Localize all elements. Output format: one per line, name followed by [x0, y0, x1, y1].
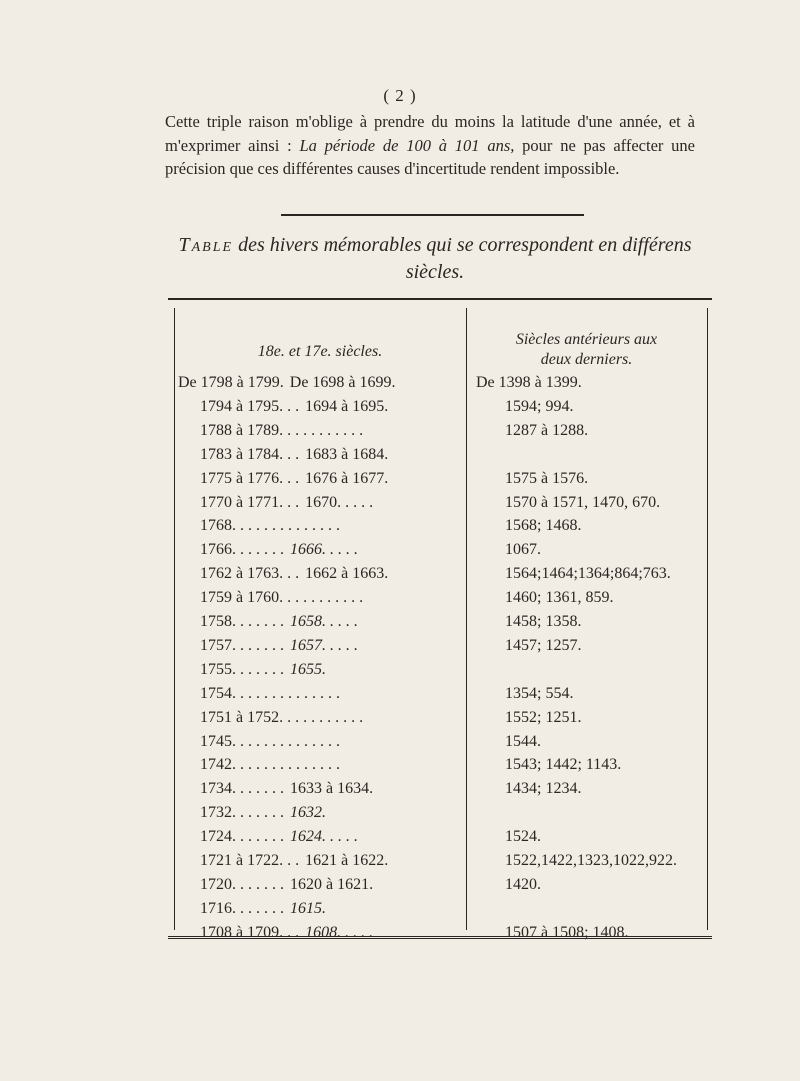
cell-18-17-centuries [200, 921, 462, 945]
cell-18-17-centuries [200, 682, 462, 706]
table-row [0, 443, 800, 467]
separator-rule [281, 214, 584, 216]
cell-17th-century: 1657. . . . . [290, 636, 358, 654]
cell-18-17-centuries [200, 658, 462, 682]
table-row [0, 634, 800, 658]
cell-17th-century: 1670. . . . . [305, 493, 374, 511]
table-title-rest: des hivers mémorables qui se correspondent en différens siècles. [233, 234, 692, 283]
column-header-18-17-centuries: 18e. et 17e. siècles. [257, 343, 383, 360]
cell-18-17-centuries [200, 777, 462, 801]
cell-18-17-centuries [200, 634, 462, 658]
cell-earlier-centuries: 1524. [505, 828, 541, 846]
table-row [0, 825, 800, 849]
intro-text-start: Cette triple raison m'oblige à prendre du moins la latitude d'une année, et à m'exprimer ainsi : [165, 112, 695, 155]
cell-18-17-centuries [200, 753, 462, 777]
cell-18th-century: 1742. . . . . . . . . . . . . . [200, 756, 340, 774]
cell-18th-century: 1724. . . . . . . [200, 828, 284, 846]
intro-text-end: pour ne pas affecter une précision que ces différentes causes d'incertitude rendent impossible. [165, 135, 695, 178]
table-row [0, 467, 800, 491]
cell-17th-century: 1676 à 1677. [305, 469, 389, 487]
cell-18th-century: De 1798 à 1799. [178, 374, 284, 391]
cell-17th-century: 1662 à 1663. [305, 565, 389, 583]
table-row [0, 419, 800, 443]
cell-18th-century: 1757. . . . . . . [200, 636, 284, 654]
cell-18-17-centuries [200, 514, 462, 538]
table-row [0, 562, 800, 586]
table-row [0, 371, 800, 395]
cell-earlier-centuries: 1543; 1442; 1143. [505, 756, 622, 774]
table-row [0, 753, 800, 777]
cell-earlier-centuries: 1460; 1361, 859. [505, 589, 614, 607]
cell-18-17-centuries [200, 419, 462, 443]
cell-18th-century: 1754. . . . . . . . . . . . . . [200, 684, 340, 702]
table-row [0, 514, 800, 538]
table-row [0, 849, 800, 873]
cell-18th-century: 1751 à 1752. . . . . . . . . . . [200, 708, 364, 726]
cell-18-17-centuries [200, 825, 462, 849]
cell-18-17-centuries [200, 491, 462, 515]
cell-18-17-centuries [200, 706, 462, 730]
cell-18th-century: 1775 à 1776. . . [200, 469, 300, 487]
intro-paragraph [165, 110, 695, 181]
table-row [0, 897, 800, 921]
cell-18th-century: 1770 à 1771. . . [200, 493, 300, 511]
table-row [0, 921, 800, 945]
cell-18th-century: 1745. . . . . . . . . . . . . . [200, 732, 340, 750]
cell-earlier-centuries: 1420. [505, 875, 541, 893]
cell-18-17-centuries [200, 443, 462, 467]
cell-18th-century: 1732. . . . . . . [200, 804, 284, 822]
table-row [0, 873, 800, 897]
cell-17th-century: 1655. [290, 660, 326, 678]
cell-18-17-centuries [200, 586, 462, 610]
table-title-first-word: Table [178, 234, 234, 256]
cell-18-17-centuries [200, 730, 462, 754]
cell-earlier-centuries: 1544. [505, 732, 541, 750]
cell-18th-century: 1716. . . . . . . [200, 899, 284, 917]
cell-earlier-centuries: 1522,1422,1323,1022,922. [505, 852, 677, 869]
cell-earlier-centuries: 1570 à 1571, 1470, 670. [505, 493, 661, 511]
cell-earlier-centuries: 1457; 1257. [505, 636, 582, 654]
cell-18-17-centuries [200, 562, 462, 586]
cell-18th-century: 1734. . . . . . . [200, 780, 284, 798]
cell-18th-century: 1755. . . . . . . [200, 660, 284, 678]
cell-17th-century: 1615. [290, 899, 326, 917]
table-row [0, 777, 800, 801]
cell-earlier-centuries: 1067. [505, 541, 541, 559]
cell-18-17-centuries [178, 371, 440, 395]
cell-earlier-centuries: 1434; 1234. [505, 780, 582, 798]
cell-17th-century: 1683 à 1684. [305, 445, 389, 463]
cell-17th-century: 1608. . . . . [305, 923, 374, 941]
column-header-earlier-line2: deux derniers. [540, 351, 633, 368]
cell-earlier-centuries: 1594; 994. [505, 397, 574, 415]
cell-18-17-centuries [200, 849, 462, 873]
cell-18th-century: 1758. . . . . . . [200, 613, 284, 630]
table-title [165, 232, 705, 286]
cell-17th-century: 1666. . . . . [290, 541, 358, 559]
table-row [0, 395, 800, 419]
cell-18th-century: 1766. . . . . . . [200, 541, 284, 559]
table-row [0, 801, 800, 825]
cell-18th-century: 1794 à 1795. . . [200, 397, 300, 415]
table-row [0, 491, 800, 515]
table-row [0, 682, 800, 706]
cell-18th-century: 1708 à 1709. . . [200, 923, 300, 941]
cell-earlier-centuries: 1287 à 1288. [505, 421, 589, 439]
cell-18-17-centuries [200, 610, 462, 634]
cell-18-17-centuries [200, 538, 462, 562]
cell-earlier-centuries: 1564;1464;1364;864;763. [505, 565, 671, 583]
intro-text-italic: La période de 100 à 101 ans, [299, 135, 515, 155]
cell-18th-century: 1768. . . . . . . . . . . . . . [200, 517, 340, 535]
cell-17th-century: 1620 à 1621. [290, 875, 374, 893]
table-row [0, 538, 800, 562]
table-row [0, 586, 800, 610]
cell-17th-century: De 1698 à 1699. [289, 374, 396, 391]
cell-earlier-centuries: 1552; 1251. [505, 708, 582, 726]
cell-earlier-centuries: De 1398 à 1399. [476, 374, 582, 391]
cell-18th-century: 1759 à 1760. . . . . . . . . . . [200, 589, 364, 607]
table-row [0, 658, 800, 682]
table-row [0, 730, 800, 754]
cell-18th-century: 1788 à 1789. . . . . . . . . . . [200, 421, 364, 439]
cell-18-17-centuries [200, 873, 462, 897]
column-header-earlier-centuries [466, 330, 707, 370]
cell-17th-century: 1632. [290, 804, 326, 822]
cell-18th-century: 1783 à 1784. . . [200, 445, 300, 463]
cell-18-17-centuries [200, 395, 462, 419]
cell-18-17-centuries [200, 897, 462, 921]
cell-17th-century: 1658. . . . . [290, 613, 358, 630]
cell-18-17-centuries [200, 801, 462, 825]
table-row [0, 706, 800, 730]
column-header-earlier-line1: Siècles antérieurs aux [515, 331, 658, 348]
cell-18th-century: 1721 à 1722. . . [200, 852, 300, 869]
cell-18th-century: 1762 à 1763. . . [200, 565, 300, 583]
cell-earlier-centuries: 1568; 1468. [505, 517, 582, 535]
cell-earlier-centuries: 1458; 1358. [505, 613, 582, 630]
table-row [0, 610, 800, 634]
cell-earlier-centuries: 1575 à 1576. [505, 469, 589, 487]
cell-18th-century: 1720. . . . . . . [200, 875, 284, 893]
cell-18-17-centuries [200, 467, 462, 491]
cell-17th-century: 1624. . . . . [290, 828, 358, 846]
cell-earlier-centuries: 1507 à 1508; 1408. [505, 923, 629, 941]
cell-17th-century: 1633 à 1634. [290, 780, 374, 798]
cell-17th-century: 1621 à 1622. [305, 852, 389, 869]
cell-earlier-centuries: 1354; 554. [505, 684, 574, 702]
cell-17th-century: 1694 à 1695. [305, 397, 389, 415]
page-number: ( 2 ) [383, 86, 417, 105]
